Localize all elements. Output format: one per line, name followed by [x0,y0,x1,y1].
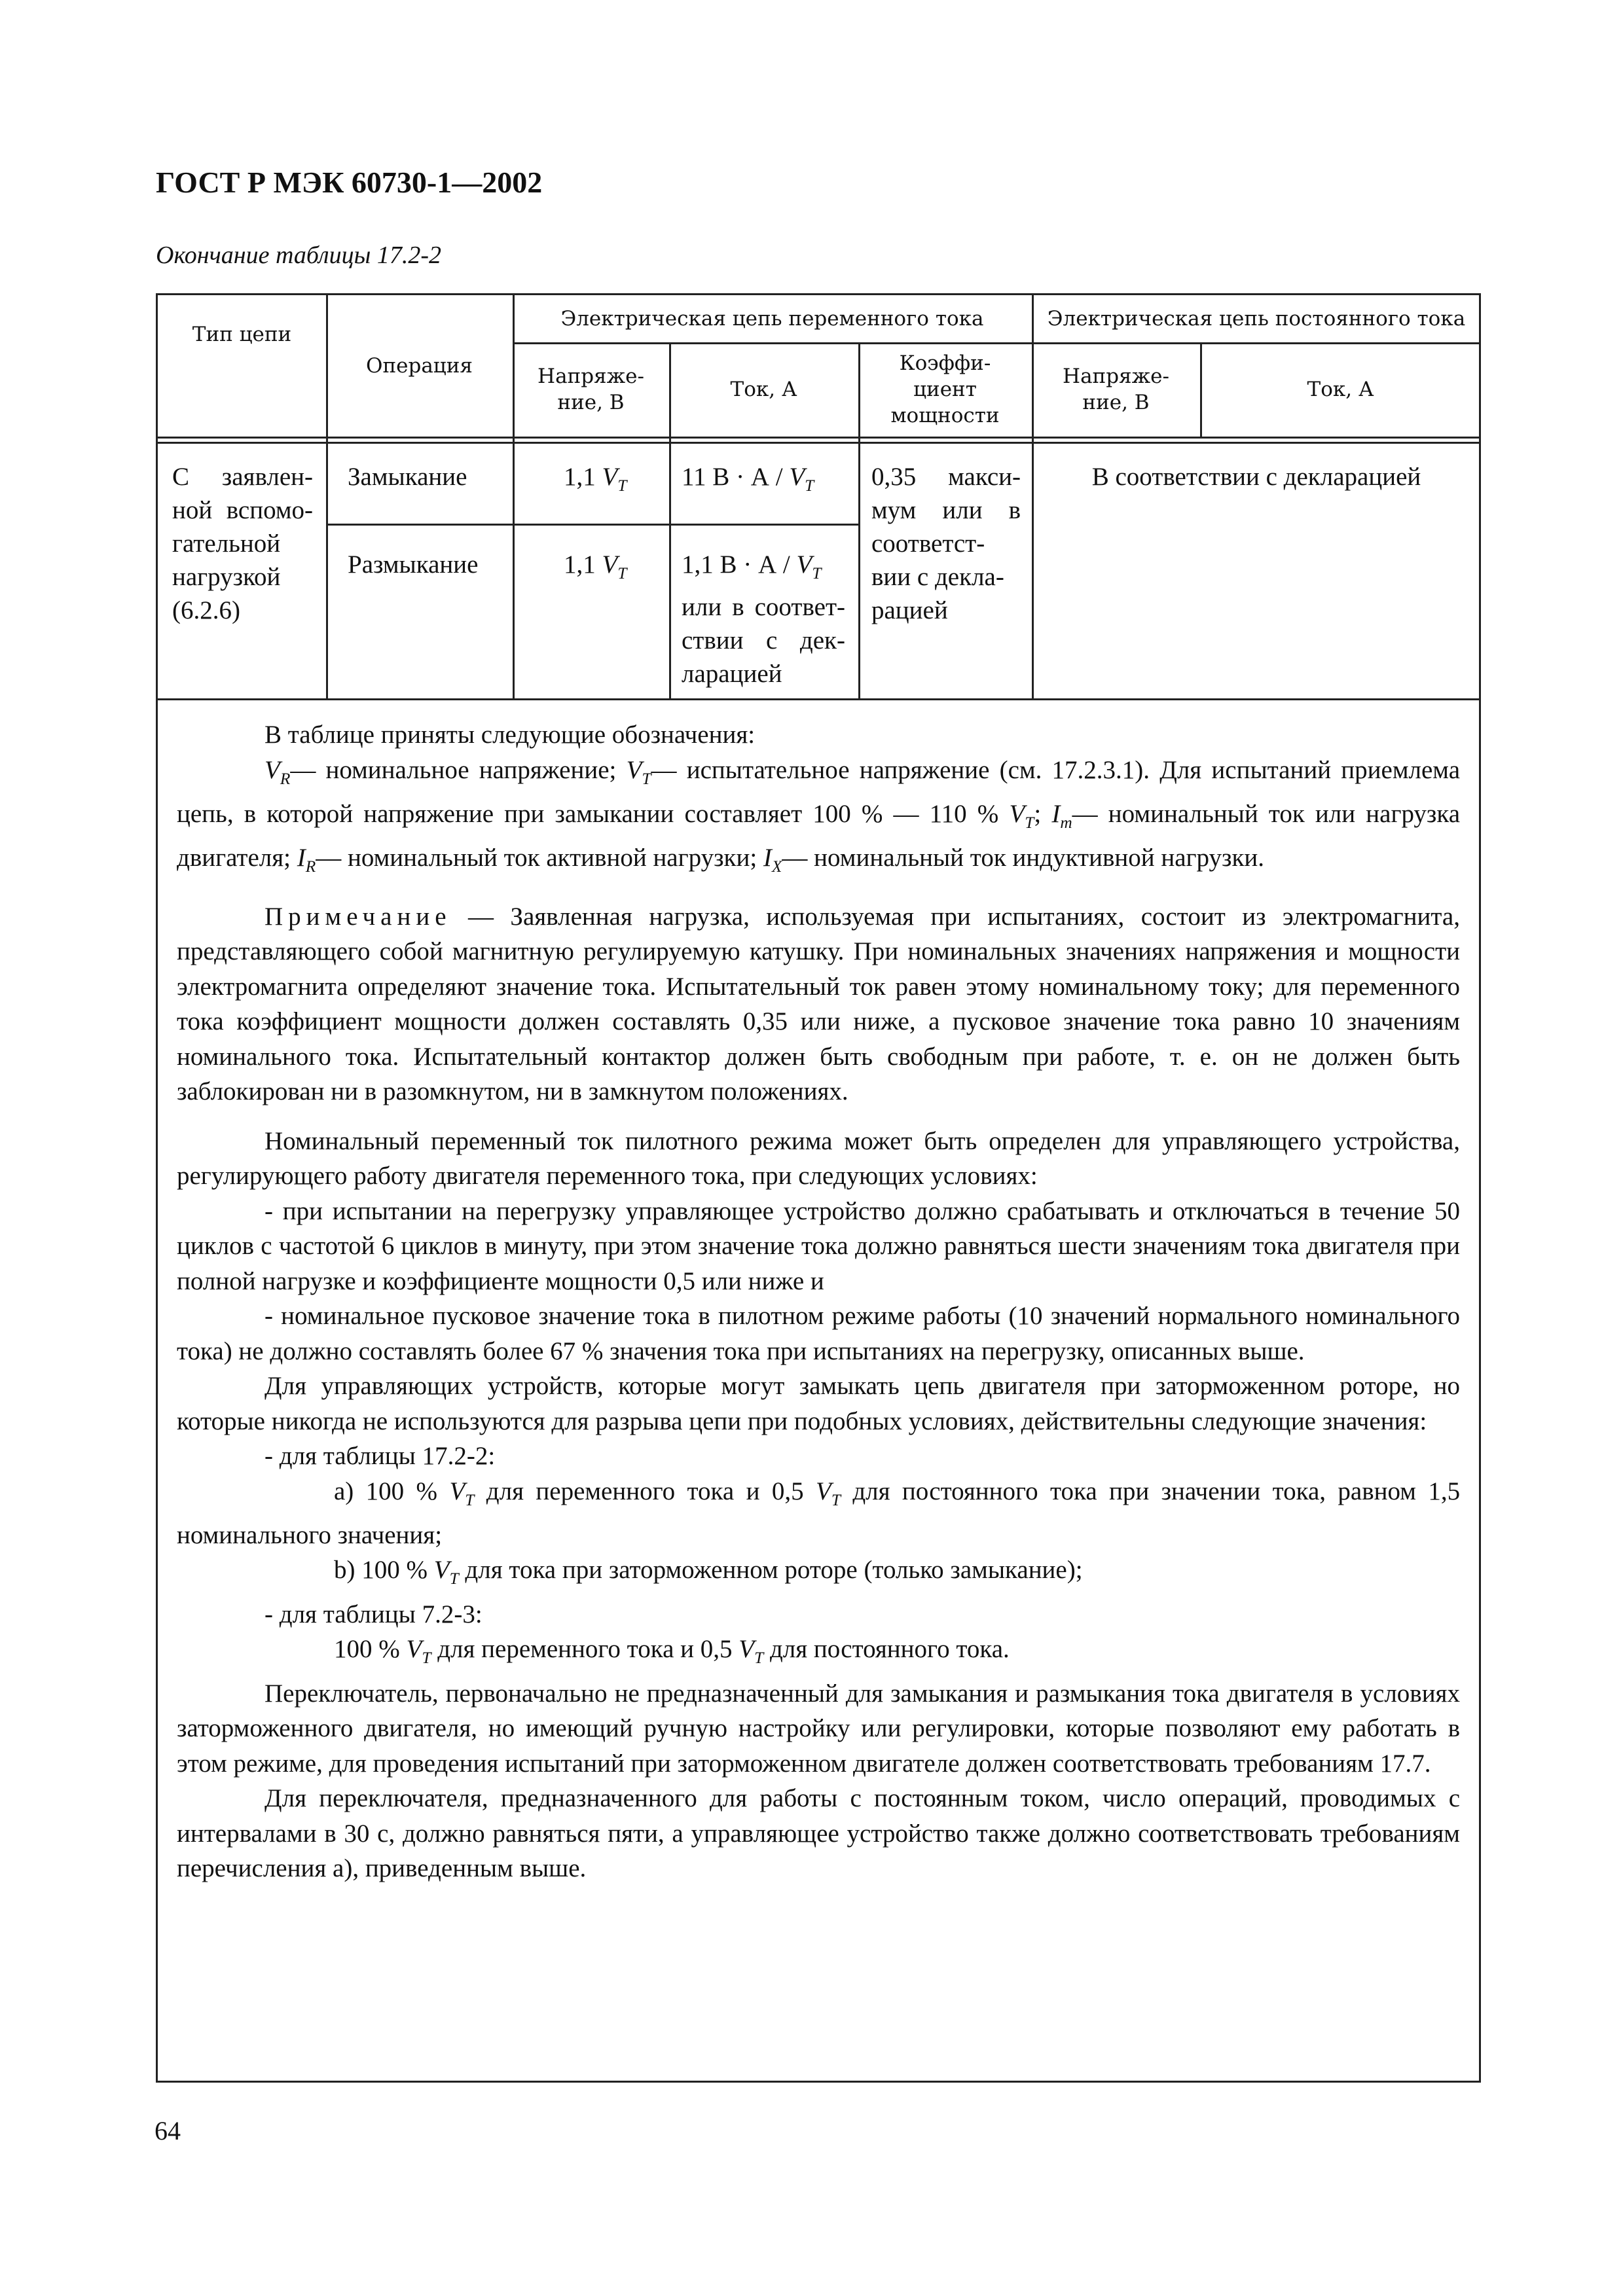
header-ac-current: Ток, А [730,377,797,401]
note-paragraph [177,899,1460,1109]
symbol-vt-subscript: T [831,1490,841,1509]
current-prefix: 1,1 В · А / [682,550,790,579]
symbol-vt: V [626,755,642,784]
symbol-im-subscript: m [1060,813,1072,832]
paragraph [177,1632,1460,1676]
row-line [158,698,1481,700]
table-notes [177,717,1460,1886]
table-caption: Окончание таблицы 17.2-2 [156,242,441,269]
header-dc-group: Электрическая цепь постоянного тока [1047,306,1466,331]
voltage-coef: 1,1 [564,550,596,579]
current-subscript: T [805,476,814,495]
paragraph: - при испытании на перегрузку управляющее устройство должно срабатывать и отключаться в течение 50 циклов с частотой 6 циклов в минуту, при этом значение тока должно равняться шести значениям тока двигателя при полной нагрузке и коэффициенте мощности 0,5 или ниже и [177,1196,1460,1295]
current-line: ствии с дек- [682,626,845,655]
symbol-vt-subscript: T [465,1490,475,1509]
paragraph: - для таблицы 7.2-3: [264,1600,483,1628]
current-subscript: T [812,564,822,583]
type-line: ной вспомо- [172,496,313,524]
text: 100 % [334,1635,400,1664]
symbol-vt-subscript: T [1025,813,1034,832]
symbol-vt: V [449,1477,465,1505]
paragraph: Переключатель, первоначально не предназначенный для замыкания и размыкания тока двигателя в условиях заторможенного двигателя, но имеющий ручную настройку или регулировки, которые позволяют ему работать в этом режиме, для проведения испытаний при заторможенном двигателе должен соответствовать требованиям 17.7. [177,1679,1460,1778]
cell-voltage-open [564,548,627,590]
notes-intro: В таблице приняты следующие обозначения: [264,721,756,749]
voltage-subscript: T [617,476,627,495]
voltage-symbol: V [602,463,618,491]
pf-line: 0,35 макси- [871,463,1021,491]
symbol-vt-subscript: T [422,1649,431,1668]
paragraph: Для управляющих устройств, которые могут замыкать цепь двигателя при заторможенном роторе, но которые никогда не используются для разрыва цепи при подобных условиях, действительны следующие значения: [177,1372,1460,1435]
text: для тока при заторможенном роторе (только замыкание); [465,1556,1083,1585]
symbol-vt: V [406,1635,422,1664]
type-line: С заявлен- [172,463,313,491]
text: для постоянного тока. [769,1635,1010,1664]
row-line [326,524,858,526]
pf-line: вии с декла- [871,563,1004,591]
type-line: нагрузкой [172,563,281,591]
symbol-vt: V [433,1556,450,1585]
text: для переменного тока и 0,5 [437,1635,733,1664]
symbol-ix-subscript: X [771,857,782,876]
symbol-vt: V [739,1635,755,1664]
text: a) 100 % [334,1477,438,1505]
header-circuit-type: Тип цепи [192,322,292,346]
row-line [158,442,1481,444]
symbol-vr: V [264,755,280,784]
definition-text: — номинальный ток или нагрузка двигателя; [177,799,1461,872]
symbol-vt-subscript: T [754,1649,764,1668]
header-ac-voltage: Напряже- ние, В [538,364,644,414]
type-line: (6.2.6) [172,596,240,624]
symbol-ir: I [297,844,306,872]
voltage-coef: 1,1 [564,463,596,491]
page-number: 64 [155,2116,181,2145]
symbol-ix: I [763,844,772,872]
cell-op-open: Размыкание [348,550,479,579]
definition-text: — номинальный ток индуктивной нагрузки. [782,844,1265,872]
symbol-vr-subscript: R [280,769,291,788]
paragraph [177,1552,1460,1596]
document-header: ГОСТ Р МЭК 60730-1—2002 [156,166,543,199]
header-ac-group: Электрическая цепь переменного тока [560,306,984,331]
symbol-vt: V [815,1477,831,1505]
paragraph: Номинальный переменный ток пилотного режима может быть определен для управляющего устройства, регулирующего работу двигателя переменного тока, при следующих условиях: [177,1126,1460,1191]
cell-circuit-type [172,460,313,627]
symbol-vt-subscript: T [642,769,651,788]
note-text: — Заявленная нагрузка, используемая при испытаниях, состоит из электромагнита, представляющего собой магнитную регулируемую катушку. При номинальных значениях напряжения и мощности электромагнита определяют значение тока. Испытательный ток равен этому номинальному току; для переменного тока коэффициент мощности должен составлять 0,35 или ниже, а пусковое значение тока равно 10 значениям номинального тока. Испытательный контактор должен быть свободным при работе, т. е. он не должен быть заблокирован ни в разомкнутом, ни в замкнутом положениях. [177,902,1460,1106]
text: для переменного тока и 0,5 [486,1477,804,1505]
current-symbol: V [796,550,812,579]
pf-line: соответст- [871,529,985,558]
type-line: гательной [172,529,281,558]
header-dc-current: Ток, А [1307,377,1374,401]
current-symbol: V [789,463,805,491]
text: b) 100 % [334,1556,428,1585]
paragraph: Для переключателя, предназначенного для работы с постоянным током, число операций, проводимых с интервалами в 30 с, должно равняться пяти, а управляющее устройство также должно соответствовать требованиям перечисления а), приведенным выше. [177,1784,1460,1883]
current-prefix: 11 В · А / [682,463,783,491]
symbol-ir-subscript: R [305,857,316,876]
definitions-paragraph [177,753,1460,885]
symbol-im: I [1051,799,1061,828]
pf-line: мум или в [871,496,1021,524]
cell-current-open [682,548,845,691]
symbol-vt-subscript: T [449,1570,459,1588]
cell-op-close: Замыкание [348,463,467,491]
header-ac-power-factor: Коэффи- циент мощности [890,351,1000,428]
pf-line: рацией [871,596,948,624]
cell-current-close [682,460,814,503]
symbol-vt: V [1009,799,1025,828]
current-line [682,548,845,590]
definition-text: — номинальный ток активной нагрузки; [316,844,757,872]
header-dc-voltage: Напряже- ние, В [1063,364,1169,414]
definition-text: ; [1034,799,1042,828]
definition-text: — номинальное напряжение; [290,755,617,784]
paragraph [177,1474,1460,1553]
voltage-subscript: T [617,564,627,583]
paragraph: - для таблицы 17.2-2: [264,1442,496,1471]
cell-power-factor [871,460,1021,627]
paragraph: - номинальное пусковое значение тока в пилотном режиме работы (10 значений нормального номинального тока) не должно составлять более 67 % значения тока при испытаниях на перегрузку, описанных выше. [177,1302,1460,1365]
definition-text: — испытательное напряжение (см. 17.2.3.1). Для испытаний приемлема цепь, в которой напряжение при замыкании составляет 100 % — 110 % [177,755,1461,828]
header-operation: Операция [366,353,473,378]
current-line: ларацией [682,659,782,688]
cell-voltage-close [564,460,627,503]
row-line [158,437,1481,439]
voltage-symbol: V [602,550,618,579]
current-line: или в соответ- [682,592,845,621]
note-label: Примечание [264,902,452,931]
cell-dc-declaration: В соответствии с декларацией [1091,463,1421,491]
text: для постоянного тока при значении тока, равном 1,5 номинального значения; [177,1477,1461,1549]
